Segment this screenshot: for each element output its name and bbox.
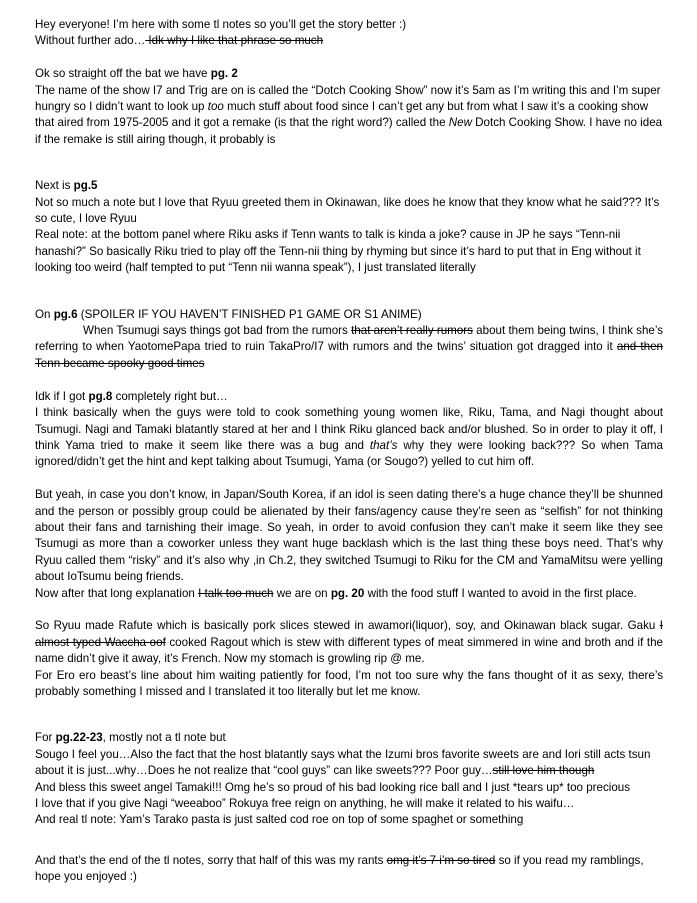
pg8-text: I think basically when the guys were told to cook something young women like, Riku, Tama, and Nagi thought about Tsumugi. Nagi and Tamaki blatantly stared at her and I think Riku glanced back and/or blushed. So in order to play it off, I think Yama tried to make it seem like there was a bug and	[35, 406, 663, 452]
food-text-2: cooked Ragout which is stew with different types of meat simmered in wine and broth and if the name didn’t give it away, it’s French. Now my stomach is growling rip @ me.	[35, 635, 663, 666]
pg5-real-note: Real note: at the bottom panel where Riku asks if Tenn wants to talk is kinda a joke? cause in JP he says “Tenn-nii hanashi?” So basically Riku tried to play off the Tenn-nii thing by rhyming but since it’s hard to put that in Eng without it looking too weird (half tempted to put “Tenn nii wanna speak”), I just translated literally	[35, 228, 641, 275]
strikethrough-aside: still love him though	[492, 764, 595, 778]
pg2-section	[35, 66, 663, 148]
outro-text: And that’s the end of the tl notes, sorry that half of this was my rants	[35, 853, 387, 867]
pg22-section	[35, 730, 663, 828]
idol-dating-section	[35, 487, 663, 602]
pg22-tamaki-note: And bless this sweet angel Tamaki!!! Omg he’s so proud of his bad looking rice ball and I just *tears up* too precious	[35, 780, 631, 794]
pg2-heading: Ok so straight off the bat we have	[35, 67, 211, 81]
pg2-italic-too: too	[207, 100, 224, 114]
pg6-heading: On	[35, 307, 54, 321]
intro-ado: Without further ado…	[35, 34, 146, 48]
ero-beast-note: For Ero ero beast’s line about him waiting patiently for food, I’m not too sure why the fans thought of it as sexy, there’s probably something I missed and I translated it too literally but let me know.	[35, 668, 663, 698]
food-text: So Ryuu made Rafute which is basically pork slices stewed in awamori(liquor), soy, and Okinawan black sugar. Gaku	[35, 619, 660, 633]
intro-line: Hey everyone! I’m here with some tl notes so you’ll get the story better :)	[35, 18, 407, 31]
pg6-label: pg.6	[53, 307, 78, 321]
pg2-text: The name of the show I7 and Trig are on is called the “Dotch Cooking Show” now it’s 5am as I’m writing this and I’m super hungry so I didn’t want to look up	[35, 83, 661, 114]
pg6-spoiler-warning: (SPOILER IF YOU HAVEN’T FINISHED P1 GAME OR S1 ANIME)	[77, 307, 422, 321]
strikethrough-aside: omg it’s 7 i’m so tired	[386, 853, 496, 867]
pg2-text-2: much stuff about food since I can’t get any but from what I saw it’s a cooking show that aired from 1975-2005 and it got a remake (is that the right word?) called the	[35, 100, 649, 130]
document-body	[35, 17, 663, 886]
pg22-heading: For	[35, 731, 56, 745]
pg22-heading-2: , mostly not a tl note but	[102, 731, 226, 745]
strikethrough-aside: that aren’t really rumors	[351, 324, 473, 338]
pg20-intro: Now after that long explanation	[35, 586, 199, 600]
pg2-italic-new: New	[448, 116, 472, 130]
pg6-text: When Tsumugi says things got bad from the rumors	[83, 324, 352, 338]
outro-text-2: so if you read my ramblings, hope you enjoyed :)	[35, 853, 644, 884]
pg8-label: pg.8	[88, 389, 113, 403]
intro-paragraph	[35, 17, 663, 50]
food-section	[35, 618, 663, 700]
strikethrough-aside: and then Tenn became spooky good times	[35, 340, 663, 370]
pg6-section	[35, 307, 663, 373]
pg2-text-3: Dotch Cooking Show. I have no idea if the remake is still airing though, it probably is	[35, 116, 663, 146]
pg8-section	[35, 389, 663, 471]
pg8-italic-thats: that’s	[369, 438, 398, 452]
pg20-intro-3: with the food stuff I wanted to avoid in the first place.	[364, 586, 637, 600]
strikethrough-aside: I almost typed Waccha oof	[35, 619, 663, 649]
pg20-label: pg. 20	[330, 586, 365, 600]
pg8-heading-2: completely right but…	[112, 389, 228, 403]
pg5-note: Not so much a note but I love that Ryuu greeted them in Okinawan, like does he know that they know what he said??? It’s so cute, I love Ryuu	[35, 195, 660, 226]
pg5-label: pg.5	[73, 179, 98, 193]
pg8-heading: Idk if I got	[35, 389, 89, 403]
pg22-nagi-note: I love that if you give Nagi “weeaboo” Rokuya free reign on anything, he will make it related to his waifu…	[35, 797, 575, 810]
pg8-text-2: why they were looking back??? So when Tama ignored/didn’t get the hint and kept talking about Tsumugi, Yama (or Sougo?) yelled to cut him off.	[35, 438, 663, 469]
outro-paragraph	[35, 853, 663, 886]
strikethrough-aside: I talk too much	[198, 586, 274, 600]
strikethrough-aside: Idk why I like that phrase so much	[145, 34, 324, 48]
pg6-text-2: about them being twins, I think she’s referring to when YaotomePapa tried to ruin TakaPro/I7 with rumors and the twins’ situation got dragged into it	[35, 324, 664, 354]
pg2-label: pg. 2	[210, 67, 238, 81]
pg22-real-note: And real tl note: Yam’s Tarako pasta is just salted cod roe on top of some spaghet or something	[35, 813, 524, 827]
pg22-sougo-note: Sougo I feel you…Also the fact that the host blatantly says what the Izumi bros favorite sweets are and Iori still acts tsun about it is just...why…Does he not realize that “cool guys” can like sweets??? Poor guy…	[35, 747, 651, 778]
idol-dating-text: But yeah, in case you don’t know, in Japan/South Korea, if an idol is seen dating there’s a huge chance they’ll be shunned and the person or possibly group could be alienated by their fans/agency cause they’re seen as “selfish” for not thinking about their fans and tarnishing their image. So yeah, in order to avoid confusion they can’t make it seem like they see Tsumugi as more than a coworker unless they want huge backlash which is the last thing these boys need. That’s why Ryuu called them “risky” and it’s also why ,in Ch.2, they switched Tsumugi to Riku for the CM and YamaMitsu were yelling about IoTsumu being friends.	[35, 488, 663, 584]
pg5-section	[35, 178, 663, 276]
pg5-heading: Next is	[35, 179, 74, 193]
pg20-intro-2: we are on	[273, 586, 331, 600]
pg22-label: pg.22-23	[55, 731, 103, 745]
